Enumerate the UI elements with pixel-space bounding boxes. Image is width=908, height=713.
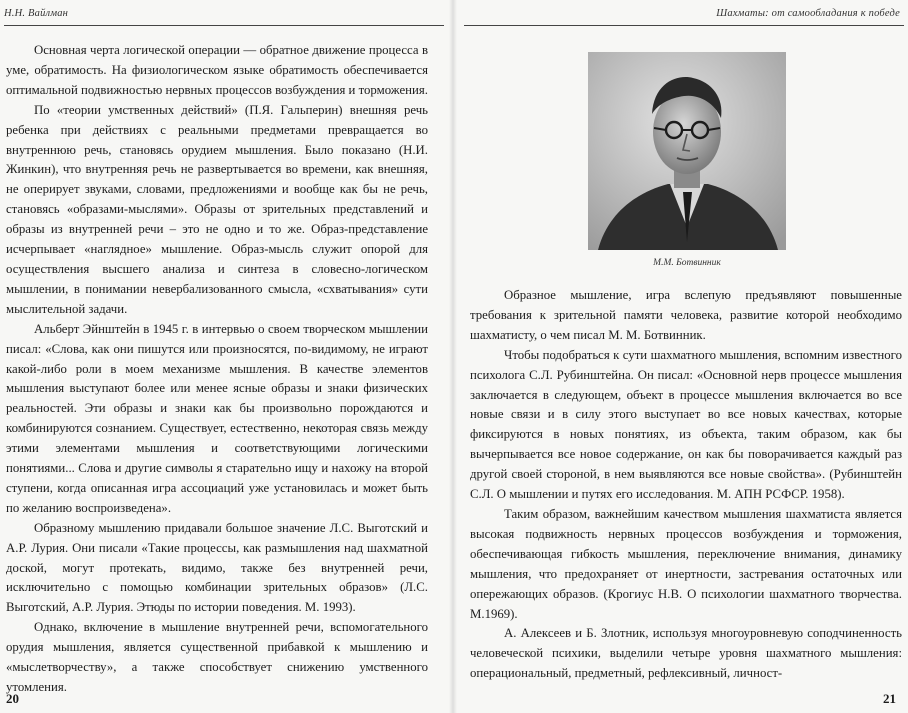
- right-header-rule: [464, 25, 904, 26]
- right-page: [454, 0, 908, 713]
- left-page: [0, 0, 452, 713]
- paragraph: Чтобы подобраться к сути шахматного мышления, вспомним известного психолога С.Л. Рубинштейна. Он писал: «Основной нерв процессе мышления заключается в следующем, объект в процессе мышления включается во все новые связи и в силу этого выступает во все новых качествах, которые фиксируются в новых понятиях, из объекта, таким образом, как бы вычерпывается все новое содержание, он как бы поворачивается каждый раз другой своей стороной, в нем выявляются все новые свойства». (Рубинштейн С.Л. О мышлении и путях его исследования. М. АПН РСФСР. 1958).: [470, 347, 902, 502]
- paragraph: Образное мышление, игра вслепую предъявляют повышенные требования к зрительной памяти человека, развитие которой необходимо шахматисту, о чем писал М. М. Ботвинник.: [470, 288, 902, 342]
- paragraph: Однако, включение в мышление внутренней речи, вспомогательного орудия мышления, является существенной прибавкой к мышлению и «мыслетворчеству», а также способствует снижению умственного утомления.: [6, 620, 428, 694]
- paragraph: Таким образом, важнейшим качеством мышления шахматиста является высокая подвижность нервных процессов возбуждения и торможения, обеспечивающая гибкость мышления, переключение внимания, динамику мышления, что предохраняет от инертности, застревания остаточных или опережающих образов. (Крогиус Н.В. О психологии шахматного творчества. М.1969).: [470, 506, 902, 621]
- paragraph: Альберт Эйнштейн в 1945 г. в интервью о своем творческом мышлении писал: «Слова, как они пишутся или произносятся, по-видимому, не играют какой-либо роли в моем механизме мышления. В качестве элементов мышления выступают более или менее ясные образы и знаки физических реальностей. Эти образы и знаки как бы произвольно порождаются и комбинируются сознанием. Существует, естественно, некоторая связь между этими элементами мышления и соответствующими логическими понятиями... Слова и другие символы я старательно ищу и нахожу на второй ступени, когда описанная игра ассоциаций уже установилась и может быть по желанию воспроизведена».: [6, 321, 428, 515]
- photo-caption: М.М. Ботвинник: [653, 258, 721, 268]
- right-running-head: Шахматы: от самообладания к победе: [716, 8, 900, 19]
- right-body-text: [470, 286, 902, 684]
- paragraph: Образному мышлению придавали большое значение Л.С. Выготский и А.Р. Лурия. Они писали «Такие процессы, как размышления над шахматной доской, могут протекать, видимо, также без внутренней речи, исключительно с помощью комбинации зрительных образов» (Л.С. Выготский, А.Р. Лурия. Этюды по истории поведения. М. 1993).: [6, 520, 428, 615]
- paragraph: По «теории умственных действий» (П.Я. Гальперин) внешняя речь ребенка при действиях с реальными предметами превращается во внутреннюю речь, становясь орудием мышления. Было показано (Н.И. Жинкин), что внутренняя речь не развертывается во времени, как внешняя, не оперирует звуками, словами, предложениями и вообще как бы не речь, становясь «образами-мыслями». Образы от зрительных представлений и образы из внутренней речи – это не одно и то же. Образ-представление исчерпывает «наглядное» мышление. Образ-мысль служит опорой для осуществления высшего анализа и синтеза в словесно-логическом мышлении, в понимании невербализованного смысла, «схватывания» сути мыслительной задачи.: [6, 102, 428, 316]
- left-running-head: Н.Н. Вайлман: [4, 8, 69, 19]
- paragraph: Основная черта логической операции — обратное движение процесса в уме, обратимость. На физиологическом языке обратимость обеспечивается оптимальной подвижностью нервных процессов возбуждения и торможения.: [6, 43, 428, 97]
- left-header-rule: [4, 25, 444, 26]
- right-page-number: 21: [883, 691, 896, 706]
- left-page-number: 20: [6, 691, 19, 706]
- portrait-photo: [588, 52, 786, 250]
- paragraph: А. Алексеев и Б. Злотник, используя многоуровневую соподчиненность человеческой психики, выделили четыре уровня шахматного мышления: операциональный, предметный, рефлексивный, личност-: [470, 626, 902, 681]
- left-body-text: [6, 41, 428, 698]
